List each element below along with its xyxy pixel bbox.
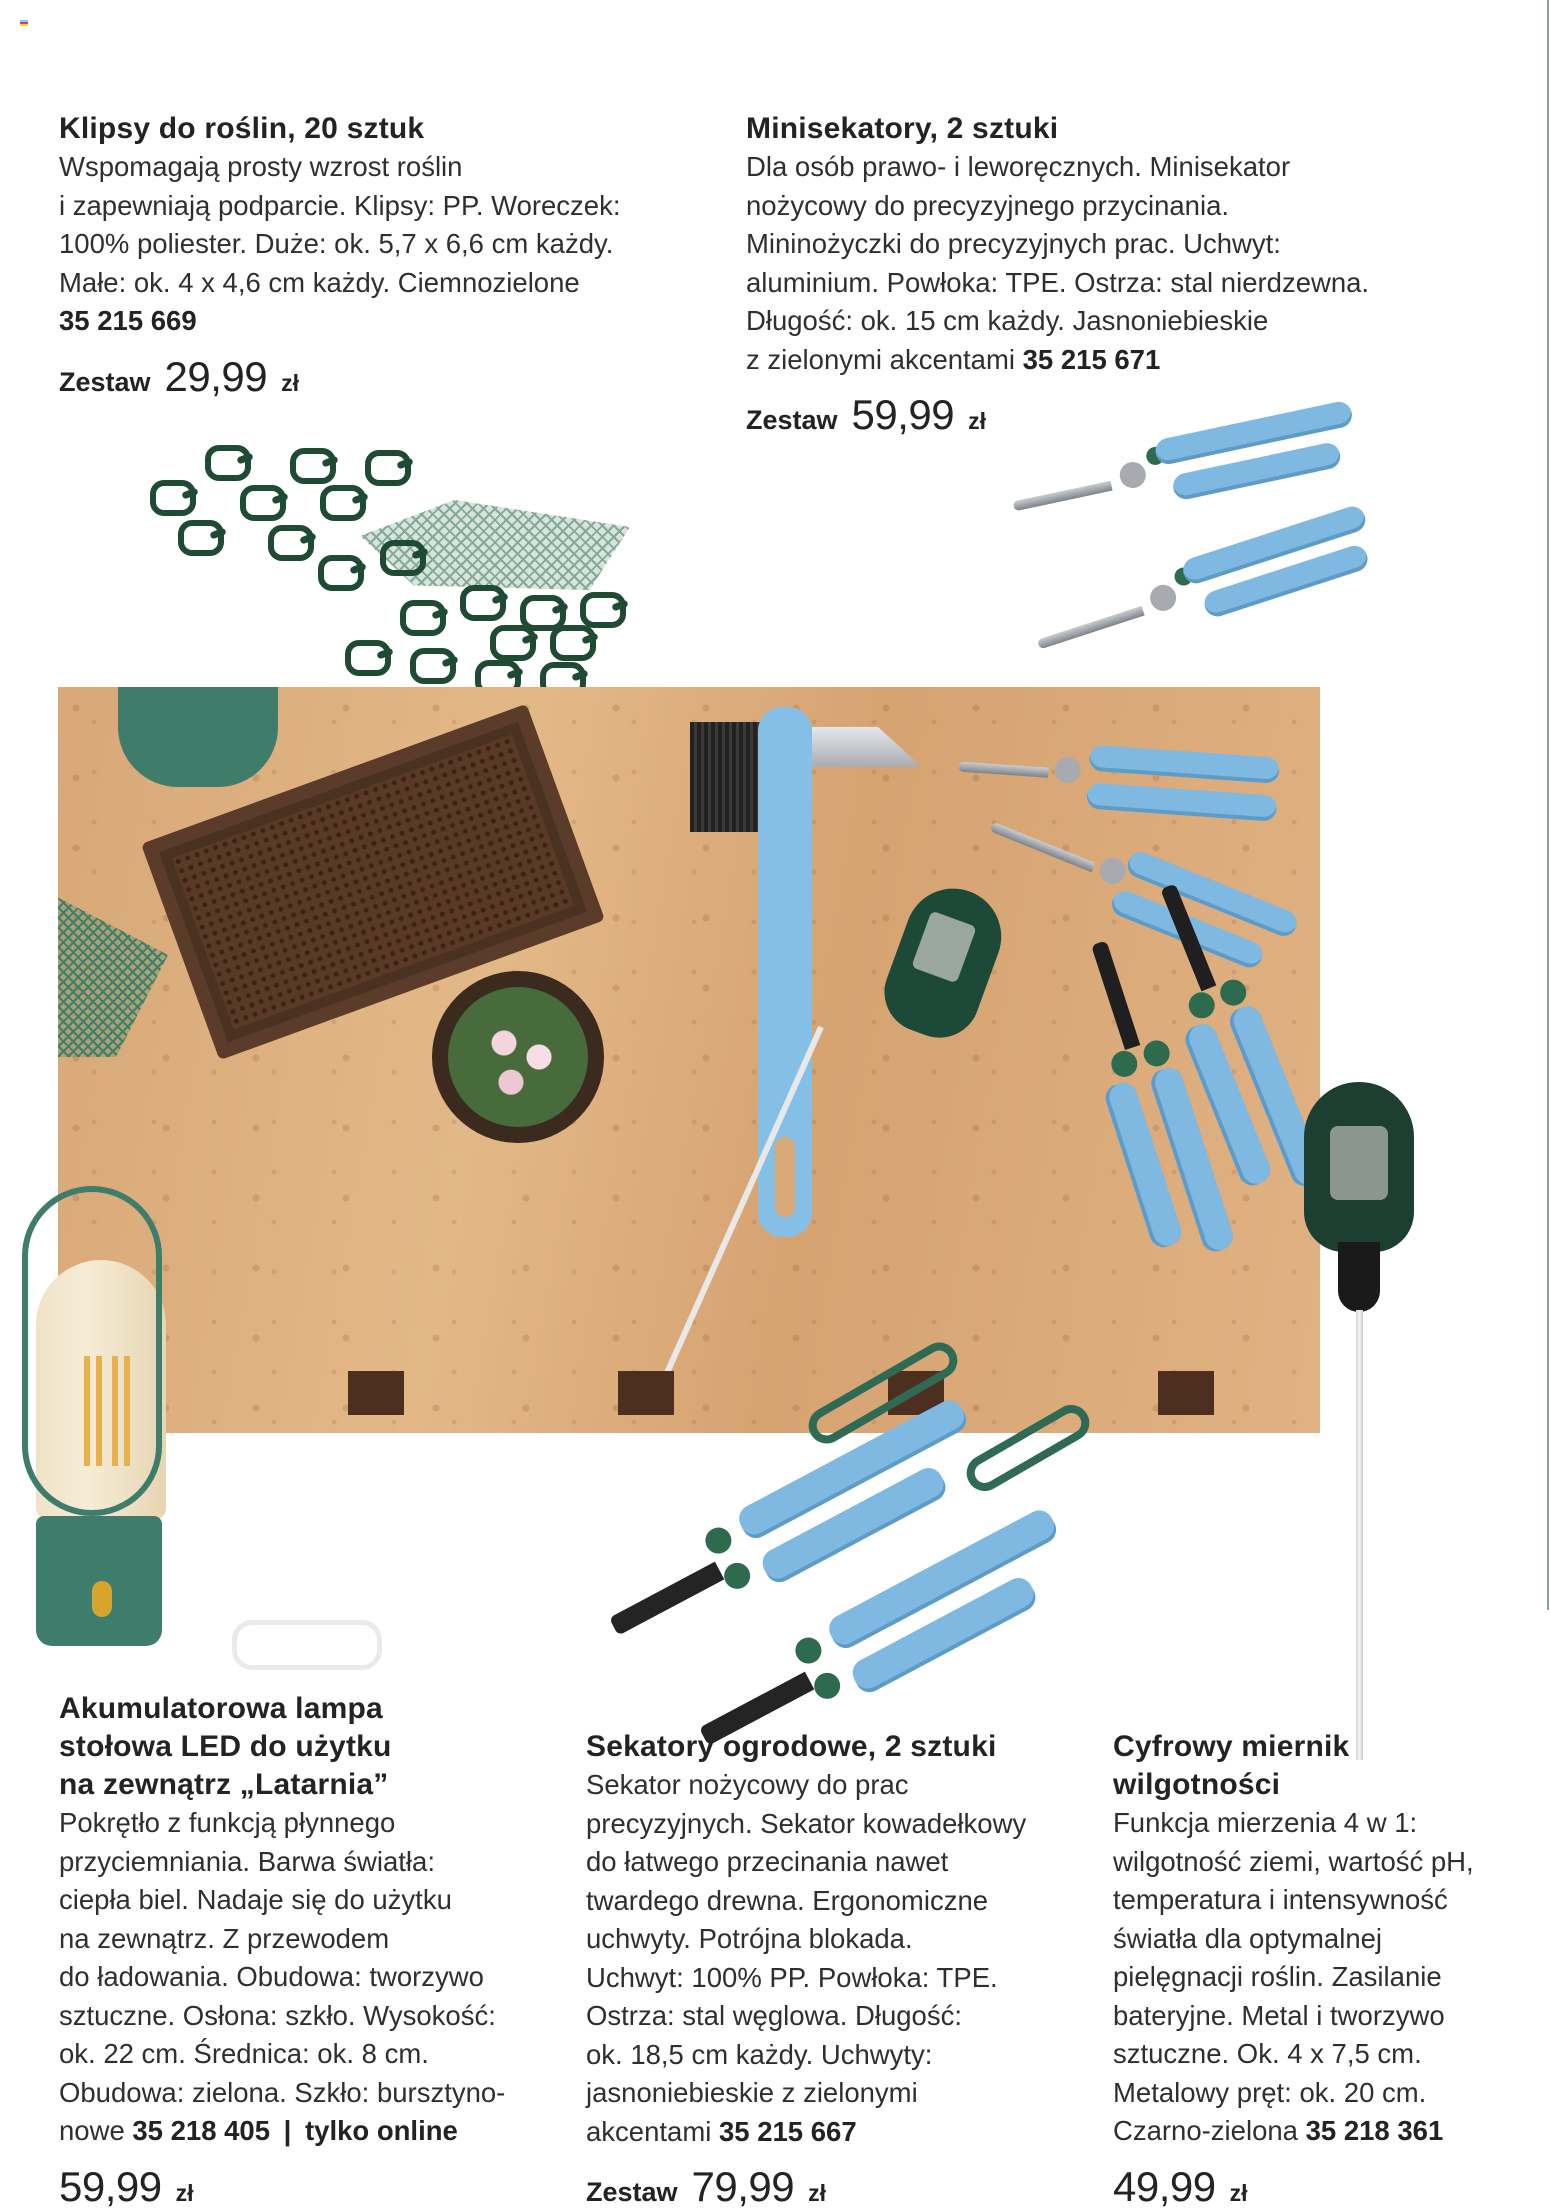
clips-product-image xyxy=(0,0,700,700)
metal-probe xyxy=(1356,1310,1363,1760)
price-label: Zestaw xyxy=(586,2177,678,2207)
product-title: Klipsy do roślin, 20 sztuk xyxy=(59,112,425,145)
price-value: 79,99 xyxy=(691,2163,795,2210)
product-description: Sekator nożycowy do prac precyzyjnych. Sekator kowadełkowy do łatwego przecinania nawet twardego drewna. Ergonomiczne uchwyty. Potrójna blokada. Uchwyt: 100% PP. Powłoka: TPE. Ostrza: stal węglowa. Długość: ok. 18,5 cm każdy. Uchwyty: jasnoniebieskie z zielonymi akcentami 35 215 667 xyxy=(586,1769,1027,2147)
price-value: 59,99 xyxy=(59,2162,162,2210)
lamp-in-photo xyxy=(118,687,278,787)
product-title: Cyfrowy miernik wilgotności xyxy=(1113,1730,1350,1801)
price xyxy=(59,2163,559,2211)
article-number: 35 218 361 xyxy=(1305,2115,1444,2146)
product-description: Dla osób prawo- i leworęcznych. Minisekator nożycowy do precyzyjnego przycinania. Mininożyczki do precyzyjnych prac. Uchwyt: aluminium. Powłoka: TPE. Ostrza: stal nierdzewna. Długość: ok. 15 cm każdy. Jasnoniebieskie z zielonymi akcentami 35 215 671 xyxy=(746,151,1370,375)
price-currency: zł xyxy=(808,2180,827,2206)
price-label: Zestaw xyxy=(59,366,151,397)
price-currency: zł xyxy=(968,408,987,434)
mesh-bag-in-photo xyxy=(58,887,168,1057)
product-title: Sekatory ogrodowe, 2 sztuki xyxy=(586,1730,997,1763)
potted-flower xyxy=(448,987,588,1127)
product-lampa xyxy=(59,1690,559,2211)
lifestyle-photo xyxy=(58,687,1320,1433)
availability-badge: tylko online xyxy=(305,2115,458,2146)
clip xyxy=(150,480,196,516)
dimmer-knob xyxy=(92,1581,112,1617)
product-minisekatory xyxy=(746,110,1506,439)
price-value: 29,99 xyxy=(164,352,268,400)
page-edge-rule xyxy=(1547,0,1549,1610)
product-description: Funkcja mierzenia 4 w 1: wilgotność ziemi, wartość pH, temperatura i intensywność światła dla optymalnej pielęgnacji roślin. Zasilanie bateryjne. Metal i tworzywo sztuczne. Ok. 4 x 7,5 cm. Metalowy pręt: ok. 20 cm. Czarno-zielona 35 218 361 xyxy=(1113,1807,1474,2146)
lcd-screen xyxy=(1330,1126,1388,1200)
product-sekatory xyxy=(586,1728,1086,2211)
price xyxy=(1113,2163,1533,2211)
charging-cable xyxy=(232,1620,382,1670)
product-miernik xyxy=(1113,1728,1533,2211)
article-number: 35 218 405 xyxy=(132,2115,271,2146)
product-description: Pokrętło z funkcją płynnego przyciemniania. Barwa światła: ciepła biel. Nadaje się do użytku na zewnątrz. Z przewodem do ładowania. Obudowa: tworzywo sztuczne. Osłona: szkło. Wysokość: ok. 22 cm. Średnica: ok. 8 cm. Obudowa: zielona. Szkło: bursztyno- nowe 35 218 405 | tylko online xyxy=(59,1807,506,2146)
lamp-product-image xyxy=(22,1186,172,1646)
moisture-meter-product-image xyxy=(1300,1082,1420,1682)
price-currency: zł xyxy=(281,369,300,396)
product-description: Wspomagają prosty wzrost roślin i zapewniają podparcie. Klipsy: PP. Woreczek: 100% poliester. Duże: ok. 5,7 x 6,6 cm każdy. Małe: ok. 4 x 4,6 cm każdy. Ciemnozielone 35 215 669 xyxy=(59,151,621,336)
price-currency: zł xyxy=(1229,2179,1248,2206)
brush-bristles xyxy=(690,722,760,832)
price-label: Zestaw xyxy=(746,405,838,435)
product-title: Akumulatorowa lampa stołowa LED do użytku na zewnątrz „Latarnia” xyxy=(59,1692,392,1801)
product-title: Minisekatory, 2 sztuki xyxy=(746,112,1059,145)
separator: | xyxy=(283,2115,292,2146)
price xyxy=(586,2163,1086,2211)
article-number: 35 215 669 xyxy=(59,305,197,336)
lamp-handle-ring xyxy=(22,1186,162,1516)
price-currency: zł xyxy=(175,2179,194,2206)
article-number: 35 215 671 xyxy=(1022,343,1161,375)
price-value: 59,99 xyxy=(851,391,955,438)
article-number: 35 215 667 xyxy=(718,2115,857,2147)
price-value: 49,99 xyxy=(1113,2162,1216,2210)
